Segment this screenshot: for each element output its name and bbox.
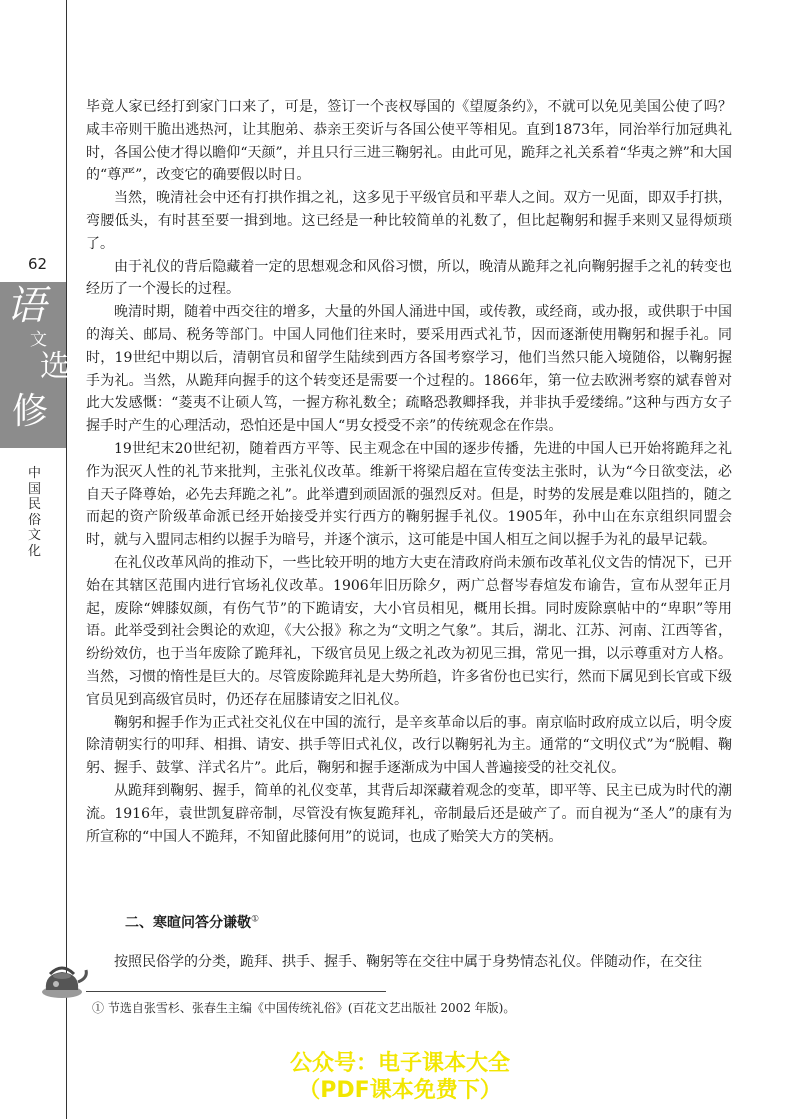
- footnote-divider: [86, 991, 386, 992]
- section-label: 中国民俗文化: [28, 466, 42, 559]
- paragraph: 晚清时期，随着中西交往的增多，大量的外国人涌进中国，或传教，或经商，或办报，或供职于中国的海关、邮局、税务等部门。中国人同他们往来时，要采用西式礼节，因而逐渐使用鞠躬和握手礼。同时，19世纪中期以后，清朝官员和留学生陆续到西方各国考察学习，他们当然只能入境随俗，以鞠躬握手为礼。当然，从跪拜向握手的这个转变还是需要一个过程的。1866年，第一位去欧洲考察的斌春曾对此大发感慨：“菱夷不让硕人笃，一握方称礼数全；疏略恐教卿择我，并非执手爱缕绵。”这种与西方女子握手时产生的心理活动，恐怕还是中国人“男女授受不亲”的传统观念在作祟。: [86, 304, 732, 435]
- watermark-line: 公众号：电子课本大全: [289, 1051, 510, 1076]
- book-title-block: [0, 282, 70, 448]
- paragraph: 鞠躬和握手作为正式社交礼仪在中国的流行，是辛亥革命以后的事。南京临时政府成立以后，明令废除清朝实行的叩拜、相揖、请安、拱手等旧式礼仪，改行以鞠躬礼为主。通常的“文明仪式”为“脱帽、鞠躬、握手、鼓掌、洋式名片”。此后，鞠躬和握手逐渐成为中国人普遍接受的社交礼仪。: [86, 714, 732, 777]
- book-title-char: 修: [12, 391, 49, 432]
- paragraph: 从跪拜到鞠躬、握手，简单的礼仪变革，其背后却深藏着观念的变革，即平等、民主已成为时代的潮流。1916年，袁世凯复辟帝制，尽管没有恢复跪拜礼，帝制最后还是破产了。而自视为“圣人”的康有为所宣称的“中国人不跪拜，不知留此膝何用”的说词，也成了贻笑大方的笑柄。: [86, 782, 732, 845]
- book-title-char: 选: [40, 349, 70, 384]
- body-text: [86, 96, 732, 848]
- watermark-line: （PDF课本免费下）: [298, 1078, 502, 1103]
- page-number: 62: [28, 255, 48, 273]
- book-title-char: 文: [30, 330, 47, 350]
- footnote: ① 节选自张雪杉、张春生主编《中国传统礼俗》(百花文艺出版社 2002 年版)。: [92, 1001, 516, 1015]
- section-heading-text: 二、寒暄问答分谦敬: [125, 915, 251, 931]
- section-heading: [125, 912, 259, 932]
- paragraph: 在礼仪改革风尚的推动下，一些比较开明的地方大吏在清政府尚未颁布改革礼仪文告的情况下，已开始在其辖区范围内进行官场礼仪改革。1906年旧历除夕，两广总督岑春煊发布谕告，宣布从翌年正月起，废除“婢膝奴颜，有伤气节”的下跪请安，大小官员相见，概用长揖。同时废除禀帖中的“卑职”等用语。此举受到社会舆论的欢迎，《大公报》称之为“文明之气象”。其后，湖北、江苏、河南、江西等省，纷纷效仿，也于当年废除了跪拜礼，下级官员见上级之礼改为初见三揖，常见一揖，以示尊重对方人格。当然，习惯的惰性是巨大的。尽管废除跪拜礼是大势所趋，许多省份也已实行，然而下属见到长官或下级官员见到高级官员时，仍还存在屈膝请安之旧礼仪。: [86, 554, 732, 708]
- paragraph: 由于礼仪的背后隐藏着一定的思想观念和风俗习惯，所以，晚清从跪拜之礼向鞠躬握手之礼的转变也经历了一个漫长的过程。: [86, 258, 732, 298]
- paragraph: 当然，晚清社会中还有打拱作揖之礼，这多见于平级官员和平辈人之间。双方一见面，即双手打拱，弯腰低头，有时甚至要一揖到地。这已经是一种比较简单的礼数了，但比起鞠躬和握手来则又显得烦琐了。: [86, 190, 732, 252]
- teapot-icon: [34, 952, 90, 1008]
- book-title-char: 语: [6, 283, 46, 329]
- paragraph: 按照民俗学的分类，跪拜、拱手、握手、鞠躬等在交往中属于身势情态礼仪。伴随动作，在交往: [114, 954, 702, 970]
- footnote-marker: ①: [251, 914, 260, 925]
- paragraph: 毕竟人家已经打到家门口来了，可是，签订一个丧权辱国的《望厦条约》，不就可以免见美国公使了吗？咸丰帝则干脆出逃热河，让其胞弟、恭亲王奕䜣与各国公使平等相见。直到1873年，同治举行加冠典礼时，各国公使才得以瞻仰“天颜”，并且只行三进三鞠躬礼。由此可见，跪拜之礼关系着“华夷之辨”和大国的“尊严”，改变它的确要假以时日。: [86, 99, 732, 184]
- paragraph: 19世纪末20世纪初，随着西方平等、民主观念在中国的逐步传播，先进的中国人已开始将跪拜之礼作为泯灭人性的礼节来批判，主张礼仪改革。维新干将梁启超在宣传变法主张时，认为“今日欲变法，必自天子降尊始，必先去拜跪之礼”。此举遭到顽固派的强烈反对。但是，时势的发展是难以阻挡的，随之而起的资产阶级革命派已经开始接受并实行西方的鞠躬握手礼仪。1905年，孙中山在东京组织同盟会时，就与入盟同志相约以握手为暗号，并逐个演示，这可能是中国人相互之间以握手为礼的最早记载。: [86, 440, 732, 549]
